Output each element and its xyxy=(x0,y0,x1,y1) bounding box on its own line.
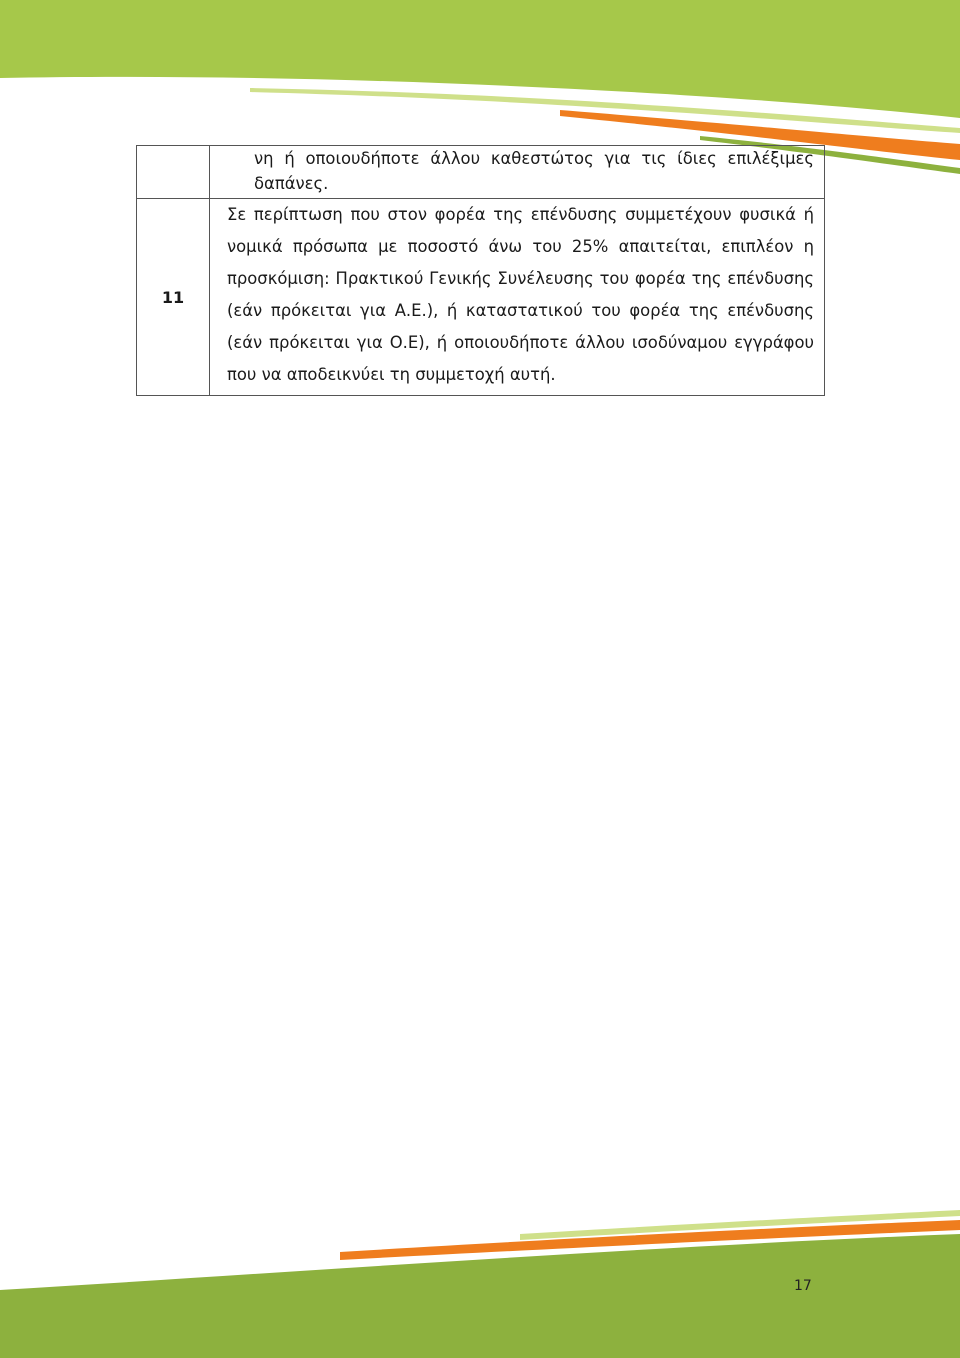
footer-decoration xyxy=(0,1190,960,1358)
table-row xyxy=(137,146,825,199)
page-number: 17 xyxy=(794,1278,812,1294)
table-row xyxy=(137,199,825,396)
row-text: Σε περίπτωση που στον φορέα της επένδυσης συμμετέχουν φυσικά ή νομικά πρόσωπα με ποσοστό άνω του 25% απαιτείται, επιπλέον η προσκόμιση: Πρακτικού Γενικής Συνέλευσης του φορέα της επένδυσης (εάν πρόκειται για Α.Ε.), ή καταστατικού του φορέα της επένδυσης (εάν πρόκειται για Ο.Ε), ή οποιουδήποτε άλλου ισοδύναμου εγγράφου που να αποδεικνύει τη συμμετοχή αυτή. xyxy=(227,205,814,384)
requirements-table xyxy=(136,145,825,396)
row-number: 11 xyxy=(137,199,210,396)
row-number xyxy=(137,146,210,199)
row-text: νη ή οποιουδήποτε άλλου καθεστώτος για τις ίδιες επιλέξιμες δαπάνες. xyxy=(254,149,814,193)
